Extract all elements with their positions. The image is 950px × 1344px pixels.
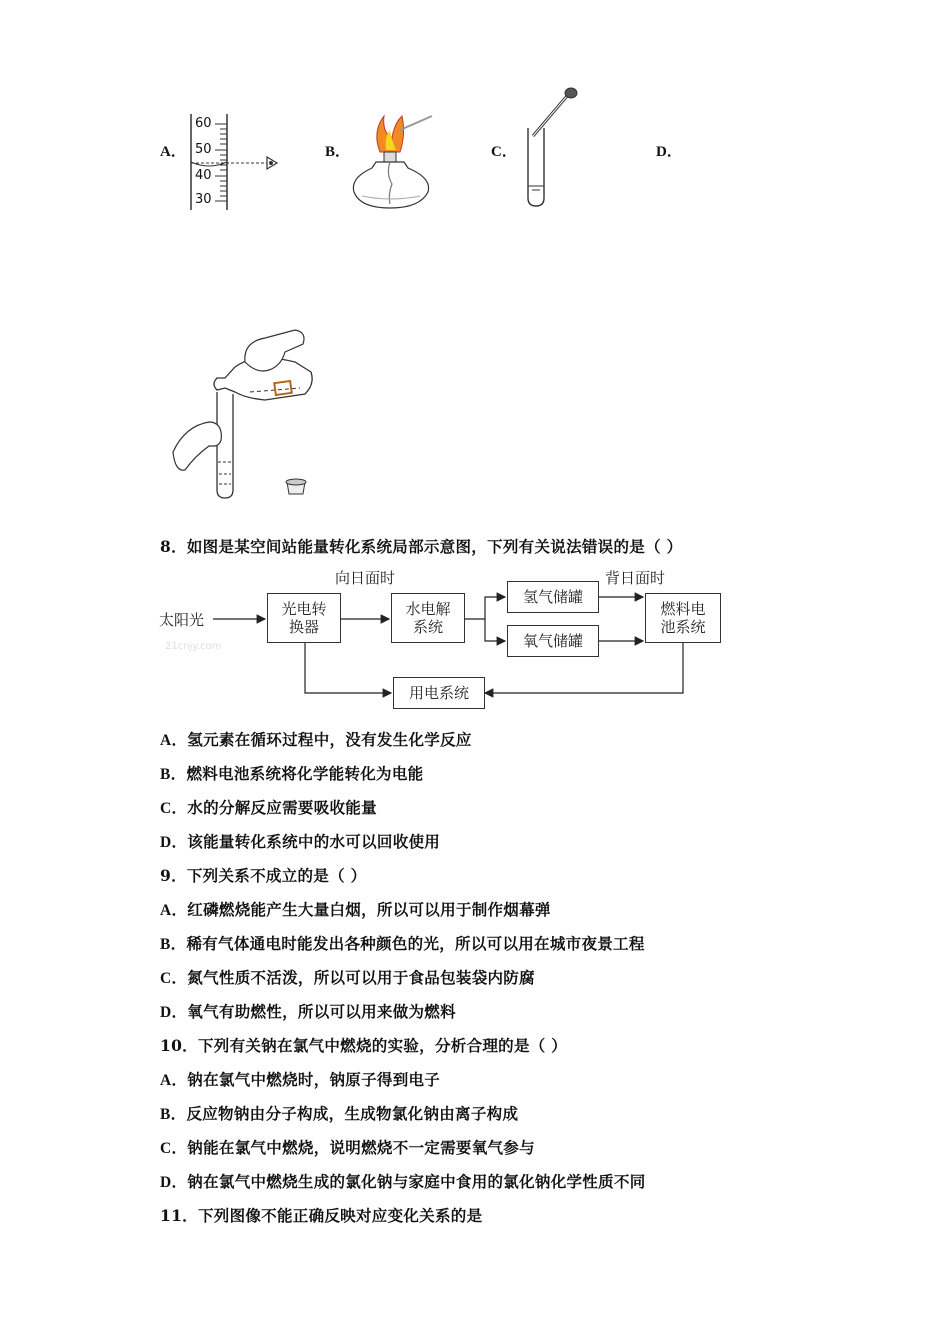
energy-conversion-diagram <box>155 565 735 715</box>
sunlight-label: 太阳光 <box>159 611 205 629</box>
q10-option-a: A．钠在氯气中燃烧时，钠原子得到电子 <box>160 1070 441 1089</box>
power-consumer-box: 用电系统 <box>393 677 485 709</box>
graduated-cylinder-figure <box>185 112 295 212</box>
hydrogen-tank-box: 氢气储罐 <box>507 581 599 613</box>
question-8-stem: 8．如图是某空间站能量转化系统局部示意图，下列有关说法错误的是（ ） <box>160 537 683 556</box>
question-9-stem: 9．下列关系不成立的是（ ） <box>160 866 367 885</box>
pouring-liquid-figure <box>165 322 340 507</box>
q10-option-b: B．反应物钠由分子构成，生成物氯化钠由离子构成 <box>160 1104 519 1123</box>
q9-option-a: A．红磷燃烧能产生大量白烟，所以可以用于制作烟幕弹 <box>160 900 551 919</box>
photoelectric-converter-box: 光电转换器 <box>267 593 341 643</box>
q10-option-d: D．钠在氯气中燃烧生成的氯化钠与家庭中食用的氯化钠化学性质不同 <box>160 1172 646 1191</box>
alcohol-lamp-figure <box>350 110 440 215</box>
q8-option-c: C．水的分解反应需要吸收能量 <box>160 798 377 817</box>
q8-option-d: D．该能量转化系统中的水可以回收使用 <box>160 832 441 851</box>
q8-option-a: A．氢元素在循环过程中，没有发生化学反应 <box>160 730 472 749</box>
option-a-label: A． <box>160 144 186 160</box>
water-electrolysis-box: 水电解系统 <box>391 593 465 643</box>
tick-label: 30 <box>195 192 212 207</box>
option-d-label: D． <box>656 144 682 160</box>
shadow-label: 背日面时 <box>605 569 666 587</box>
q9-option-c: C．氮气性质不活泼，所以可以用于食品包装袋内防腐 <box>160 968 535 987</box>
tick-label: 50 <box>195 142 212 157</box>
question-10-stem: 10．下列有关钠在氯气中燃烧的实验，分析合理的是（ ） <box>160 1036 568 1055</box>
q9-option-d: D．氧气有助燃性，所以可以用来做为燃料 <box>160 1002 456 1021</box>
option-c-label: C． <box>491 144 517 160</box>
sunward-label: 向日面时 <box>335 569 396 587</box>
dropper-test-tube-figure <box>515 86 585 211</box>
tick-label: 60 <box>195 116 212 131</box>
fuel-cell-box: 燃料电池系统 <box>645 593 721 643</box>
option-b-label: B． <box>325 144 351 160</box>
question-11-stem: 11．下列图像不能正确反映对应变化关系的是 <box>160 1206 483 1225</box>
oxygen-tank-box: 氧气储罐 <box>507 625 599 657</box>
q9-option-b: B．稀有气体通电时能发出各种颜色的光，所以可以用在城市夜景工程 <box>160 934 645 953</box>
q8-option-b: B．燃料电池系统将化学能转化为电能 <box>160 764 424 783</box>
watermark-text: 21cnjy.com <box>165 641 222 652</box>
tick-label: 40 <box>195 168 212 183</box>
q10-option-c: C．钠能在氯气中燃烧，说明燃烧不一定需要氧气参与 <box>160 1138 535 1157</box>
